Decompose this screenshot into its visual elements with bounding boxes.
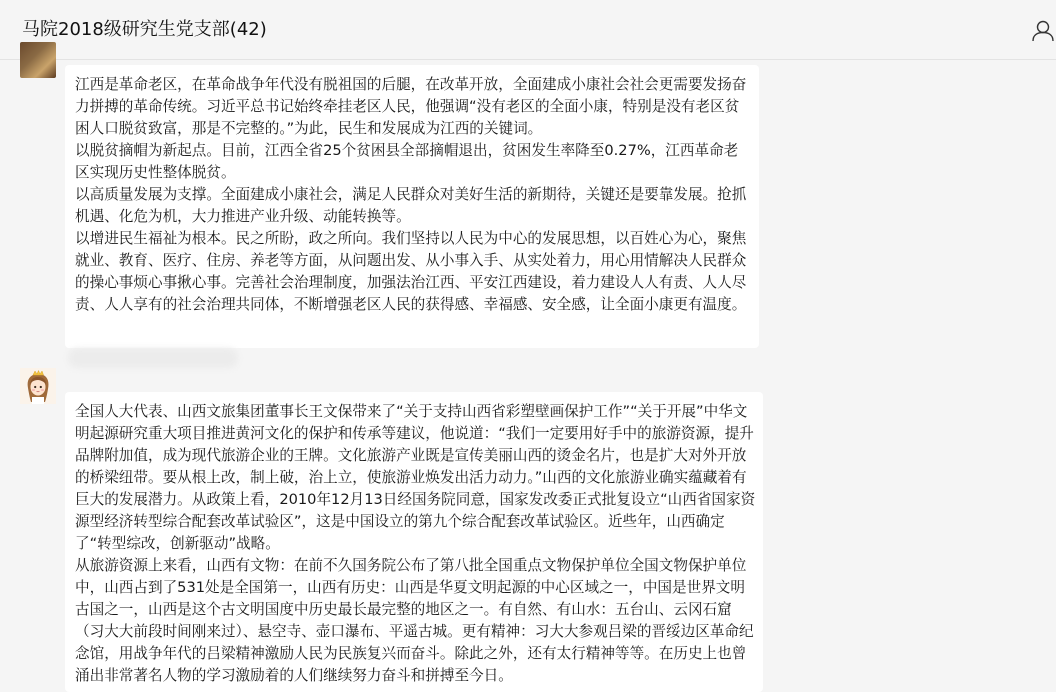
message-paragraph: 从旅游资源上来看，山西有文物：在前不久国务院公布了第八批全国重点文物保护单位全国文物保护单位中，山西占到了531处是全国第一，山西有历史：山西是华夏文明起源的中心区域之一，中国是世界文明古国之一，山西是这个古文明国度中历史最长最完整的地区之一。有自然、有山水：五台山、云冈石窟（习大大前段时间刚来过）、悬空寺、壶口瀑布、平遥古城。更有精神：习大大参观吕梁的晋绥边区革命纪念馆，用战争年代的吕梁精神激励人民为民族复兴而奋斗。除此之外，还有太行精神等等。在历史上也曾涌出非常著名人物的学习激励着的人们继续努力奋斗和拼搏至今日。 [75,557,754,684]
person-icon [1030,19,1056,43]
group-members-button[interactable] [1030,19,1056,43]
message-list[interactable] [0,61,1056,684]
cartoon-girl-avatar-icon [20,368,56,404]
message-paragraph: 以增进民生福祉为根本。民之所盼，政之所向。我们坚持以人民为中心的发展思想，以百姓心为心，聚焦就业、教育、医疗、住房、养老等方面，从问题出发、从小事入手、从实处着力，用心用情解决人民群众的操心事烦心事揪心事。完善社会治理制度，加强法治江西、平安江西建设，着力建设人人有责、人人尽责、人人享有的社会治理共同体，不断增强老区人民的获得感、幸福感、安全感，让全面小康更有温度。 [75,230,747,313]
sender-avatar-photo[interactable] [20,42,56,78]
chat-header [0,0,1056,60]
message-paragraph: 以高质量发展为支撑。全面建成小康社会，满足人民群众对美好生活的新期待，关键还是要靠发展。抢抓机遇、化危为机，大力推进产业升级、动能转换等。 [75,186,747,225]
sender-name-blurred [68,348,238,368]
message-bubble[interactable] [65,65,759,348]
sender-avatar-cartoon-girl[interactable] [20,368,56,404]
message-paragraph: 全国人大代表、山西文旅集团董事长王文保带来了“关于支持山西省彩塑壁画保护工作”“关于开展”中华文明起源研究重大项目推进黄河文化的保护和传承等建议，他说道：“我们一定要用好手中的旅游资源，提升品牌附加值，成为现代旅游企业的王牌。文化旅游产业既是宣传美丽山西的烫金名片，也是扩大对外开放的桥梁纽带。要从根上改，制上破，治上立，使旅游业焕发出活力动力。”山西的文化旅游业确实蕴藏着有巨大的发展潜力。从政策上看，2010年12月13日经国务院同意，国家发改委正式批复设立“山西省国家资源型经济转型综合配套改革试验区”，这是中国设立的第九个综合配套改革试验区。近些年，山西确定了“转型综改，创新驱动”战略。 [75,403,756,552]
message-bubble[interactable] [65,392,763,692]
chat-title: 马院2018级研究生党支部(42) [22,19,267,40]
message-paragraph: 江西是革命老区，在革命战争年代没有脱祖国的后腿，在改革开放，全面建成小康社会社会更需要发扬奋力拼搏的革命传统。习近平总书记始终牵挂老区人民，他强调“没有老区的全面小康，特别是没有老区贫困人口脱贫致富，那是不完整的。”为此，民生和发展成为江西的关键词。 [75,76,747,137]
message-paragraph: 以脱贫摘帽为新起点。目前，江西全省25个贫困县全部摘帽退出，贫困发生率降至0.27%，江西革命老区实现历史性整体脱贫。 [75,142,739,181]
